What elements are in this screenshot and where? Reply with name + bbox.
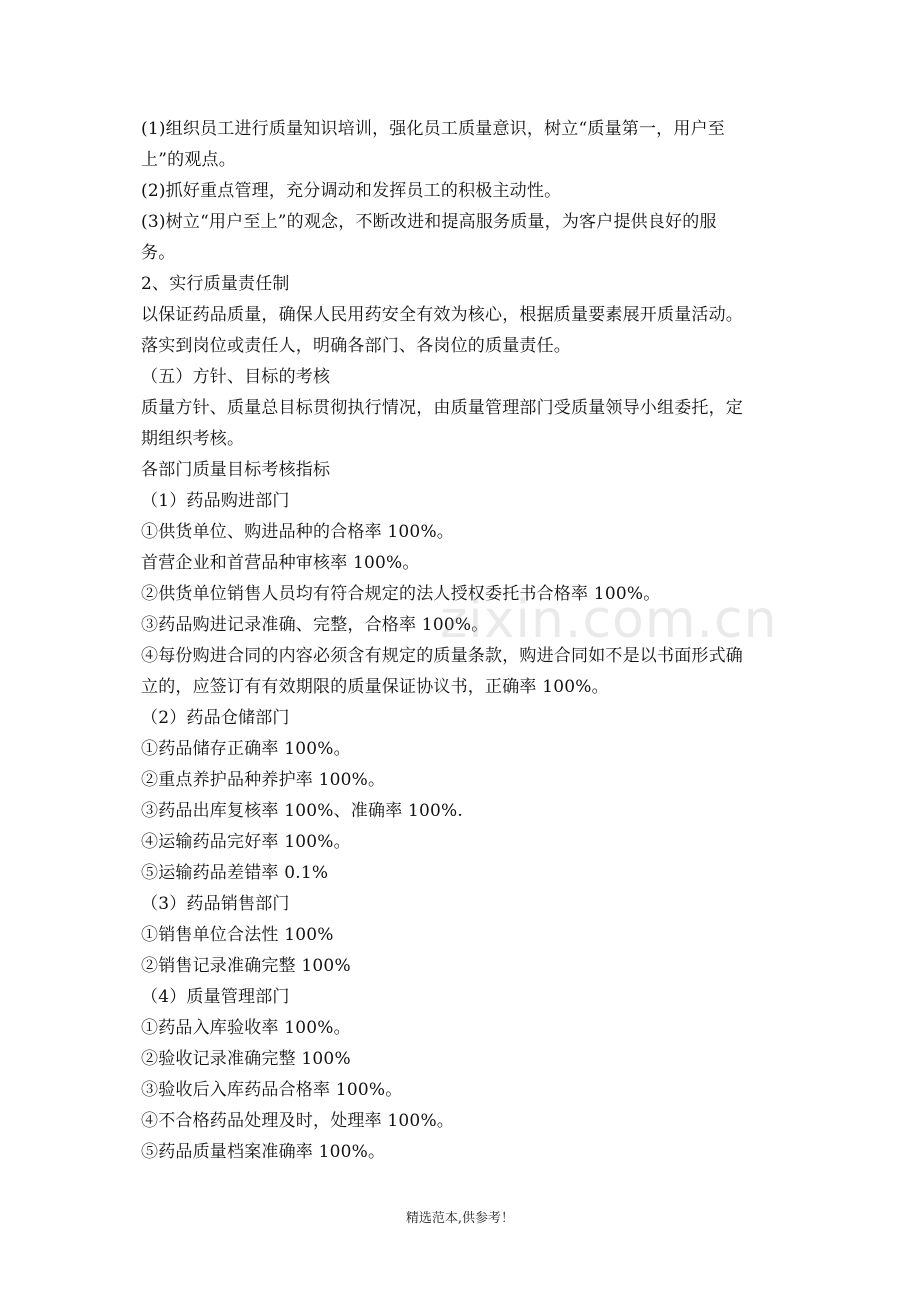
text-line: 落实到岗位或责任人，明确各部门、各岗位的质量责任。 (141, 336, 571, 356)
text-line: 上”的观点。 (141, 150, 236, 170)
text-line: ④不合格药品处理及时，处理率 100%。 (141, 1111, 455, 1131)
text-line: （1）药品购进部门 (141, 491, 290, 511)
text-line: ②销售记录准确完整 100% (141, 956, 351, 976)
text-line: ⑤运输药品差错率 0.1% (141, 863, 329, 883)
text-line: ②验收记录准确完整 100% (141, 1049, 351, 1069)
text-line: 以保证药品质量，确保人民用药安全有效为核心，根据质量要素展开质量活动。 (141, 305, 743, 325)
text-line: ③药品出库复核率 100%、准确率 100%. (141, 801, 464, 821)
text-line: 期组织考核。 (141, 429, 245, 449)
text-line: ①药品入库验收率 100%。 (141, 1018, 351, 1038)
text-line: ③药品购进记录准确、完整，合格率 100%。 (141, 615, 489, 635)
text-line: ④每份购进合同的内容必须含有规定的质量条款，购进合同如不是以书面形式确 (141, 646, 743, 666)
text-line: 首营企业和首营品种审核率 100%。 (141, 553, 420, 573)
text-line: ④运输药品完好率 100%。 (141, 832, 351, 852)
text-line: 立的，应签订有有效期限的质量保证协议书，正确率 100%。 (141, 677, 609, 697)
document-body (141, 114, 791, 1168)
text-line: ②供货单位销售人员均有符合规定的法人授权委托书合格率 100%。 (141, 584, 661, 604)
text-line: (3)树立“用户至上”的观念，不断改进和提高服务质量，为客户提供良好的服 (141, 212, 717, 232)
page-footer: 精选范本,供参考！ (405, 1211, 515, 1226)
text-line: 2、实行质量责任制 (141, 274, 290, 294)
watermark: zixin.com.cn (440, 590, 778, 650)
text-line: ⑤药品质量档案准确率 100%。 (141, 1142, 386, 1162)
text-line: ③验收后入库药品合格率 100%。 (141, 1080, 403, 1100)
text-line: 务。 (141, 243, 176, 263)
text-line: （2）药品仓储部门 (141, 708, 290, 728)
text-line: （3）药品销售部门 (141, 894, 290, 914)
text-line: （五）方针、目标的考核 (141, 367, 331, 387)
text-line: ②重点养护品种养护率 100%。 (141, 770, 386, 790)
text-line: （4）质量管理部门 (141, 987, 290, 1007)
text-line: ①药品储存正确率 100%。 (141, 739, 351, 759)
text-line: (1)组织员工进行质量知识培训，强化员工质量意识，树立“质量第一，用户至 (141, 119, 725, 139)
text-line: ①供货单位、购进品种的合格率 100%。 (141, 522, 455, 542)
text-line: 各部门质量目标考核指标 (141, 460, 331, 480)
text-line: (2)抓好重点管理，充分调动和发挥员工的积极主动性。 (141, 181, 562, 201)
text-line: ①销售单位合法性 100% (141, 925, 334, 945)
text-line: 质量方针、质量总目标贯彻执行情况，由质量管理部门受质量领导小组委托，定 (141, 398, 743, 418)
